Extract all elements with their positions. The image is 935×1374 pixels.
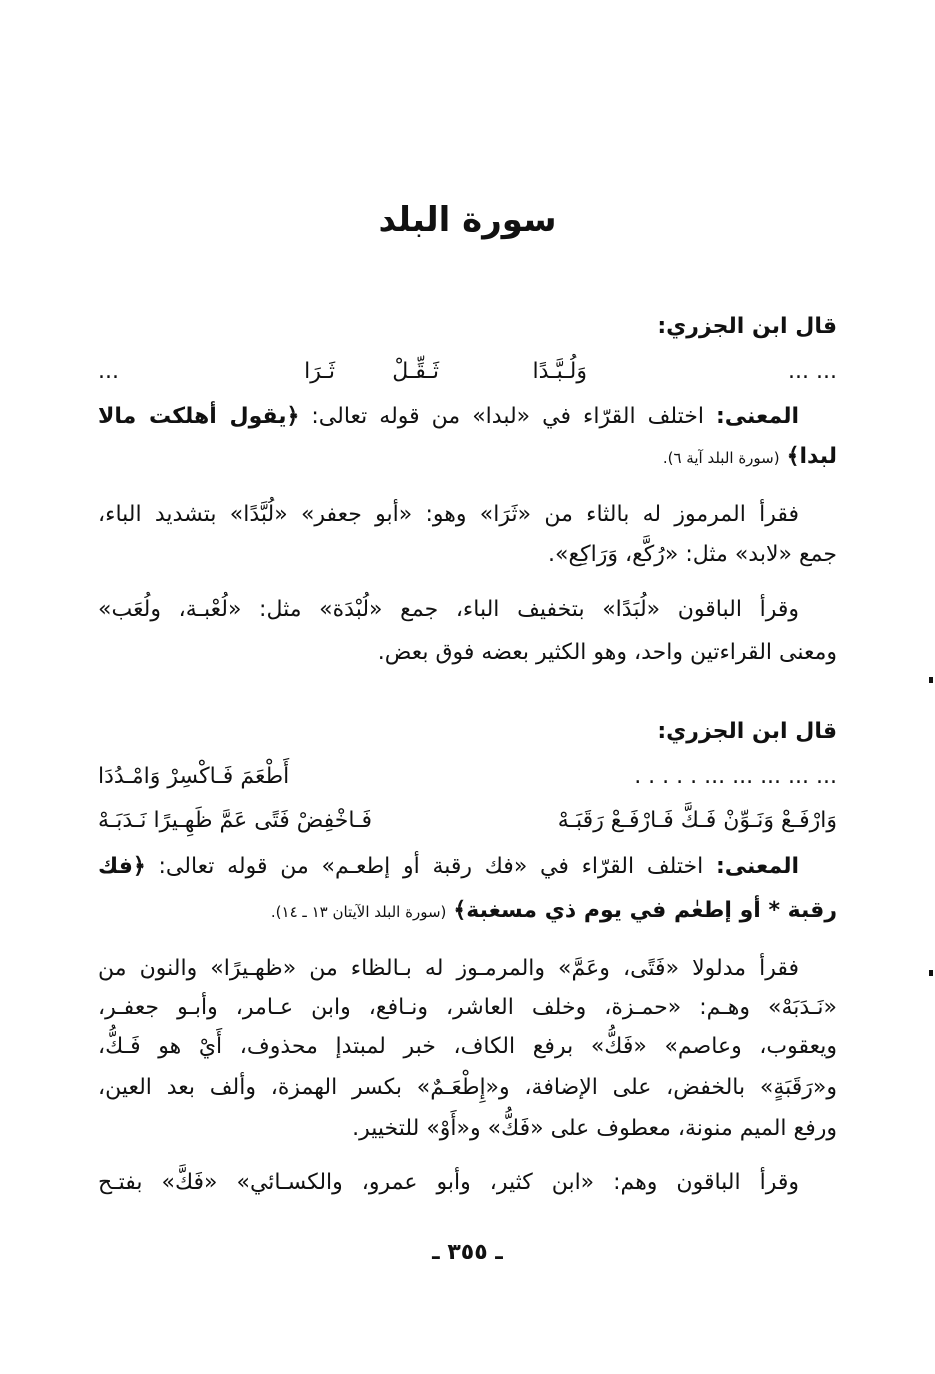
section1-para1-line2: جمع «لابد» مثل: «رُكَّع، وَرَاكِع».	[548, 542, 837, 567]
quran-quote-start: ﴿فك	[98, 854, 146, 879]
section2-heading: قال ابن الجزري:	[657, 719, 837, 744]
section2-meaning-line2	[98, 896, 837, 927]
section2-para2-line1: وقرأ الباقون وهم: «ابن كثير، وأبو عمرو، والكسـائي» «فَكَّ» بفتـح	[98, 1170, 799, 1195]
meaning-text: اختلف القرّاء في «لبدا» من قوله تعالى:	[311, 404, 704, 429]
verse2-part2: فَـاخْفِضْ فَتًى عَمَّ ظَهِـيرًا نَـدَبَـهْ	[98, 808, 373, 833]
section2-para1-line2: «نَـدَبَهْ» وهـم: «حمـزة، وخلف العاشر، ونـافع، وابن عـامر، وأبـو جعفـر،	[98, 995, 837, 1020]
quran-quote-end: لبدا﴾	[786, 444, 837, 469]
section1-meaning-line1	[98, 402, 837, 432]
section2-para1-line3: ويعقوب، وعاصم» «فَكُّ» برفع الكاف، خبر لمبتدإ محذوف، أَيْ هو فَـكُّ،	[98, 1034, 837, 1059]
section1-para2-line2: ومعنى القراءتين واحد، وهو الكثير بعضه فوق بعض.	[377, 640, 837, 665]
surah-title: سورة البلد	[378, 200, 557, 240]
section2-para1-line1: فقرأ مدلولا «فَتًى، وعَمَّ» والمرمـوز له بـالظاء من «ظهـيرًا» والنون من	[98, 956, 799, 981]
page-number: ـ ٣٥٥ ـ	[432, 1240, 503, 1265]
section1-meaning-line2	[98, 442, 837, 473]
section1-heading: قال ابن الجزري:	[657, 314, 837, 339]
quran-quote-end: رقبة * أو إطعٰم في يوم ذي مسغبة﴾	[453, 898, 837, 923]
margin-mark	[929, 970, 933, 976]
meaning-lead: المعنى:	[716, 404, 800, 429]
verse2-part1: وَارْفَـعْ وَنَـوِّنْ فَـكَّ فَـارْفَـعْ رَقَبَـهْ	[557, 808, 837, 833]
section1-para1-line1: فقرأ المرموز له بالثاء من «ثَرَا» وهو: «أبو جعفر» «لُبَّدًا» بتشديد الباء،	[98, 502, 799, 527]
quran-quote-start: ﴿يقول أهلكت مالا	[98, 404, 300, 429]
surah-reference: (سورة البلد الآيتان ١٣ ـ ١٤).	[270, 903, 447, 921]
section2-meaning-line1	[98, 852, 837, 882]
section1-para2-line1: وقرأ الباقون «لُبَدًا» بتخفيف الباء، جمع «لُبْدَة» مثل: «لُعْبـة، ولُعَب»	[98, 597, 799, 622]
verse1-dots: ... ... ... ... ... . . . . .	[634, 764, 837, 789]
meaning-text: اختلف القرّاء في «فك رقبة أو إطعـم» من قوله تعالى:	[158, 854, 704, 879]
meaning-lead: المعنى:	[716, 854, 800, 879]
verse-part-1: وَلُـبَّـدًا	[532, 359, 587, 384]
margin-mark	[929, 677, 933, 683]
verse-part-2: ثَـقِّـلْ	[392, 359, 439, 384]
verse-dots-right: ... ...	[788, 359, 837, 384]
section2-para1-line5: ورفع الميم منونة، معطوف على «فَكُّ» و«أَوْ» للتخيير.	[352, 1116, 837, 1141]
surah-reference: (سورة البلد آية ٦).	[662, 449, 780, 467]
verse-part-3: ثَـرَا	[304, 359, 335, 384]
verse1-end: أَطْعَمَ فَـاكْسِرْ وَامْـدُدَا	[98, 764, 290, 789]
verse-dots-left: ...	[98, 359, 119, 384]
section2-para1-line4: و«رَقَبَةٍ» بالخفض، على الإضافة، و«إِطْعَـمٌ» بكسر الهمزة، وألف بعد العين،	[98, 1075, 837, 1100]
